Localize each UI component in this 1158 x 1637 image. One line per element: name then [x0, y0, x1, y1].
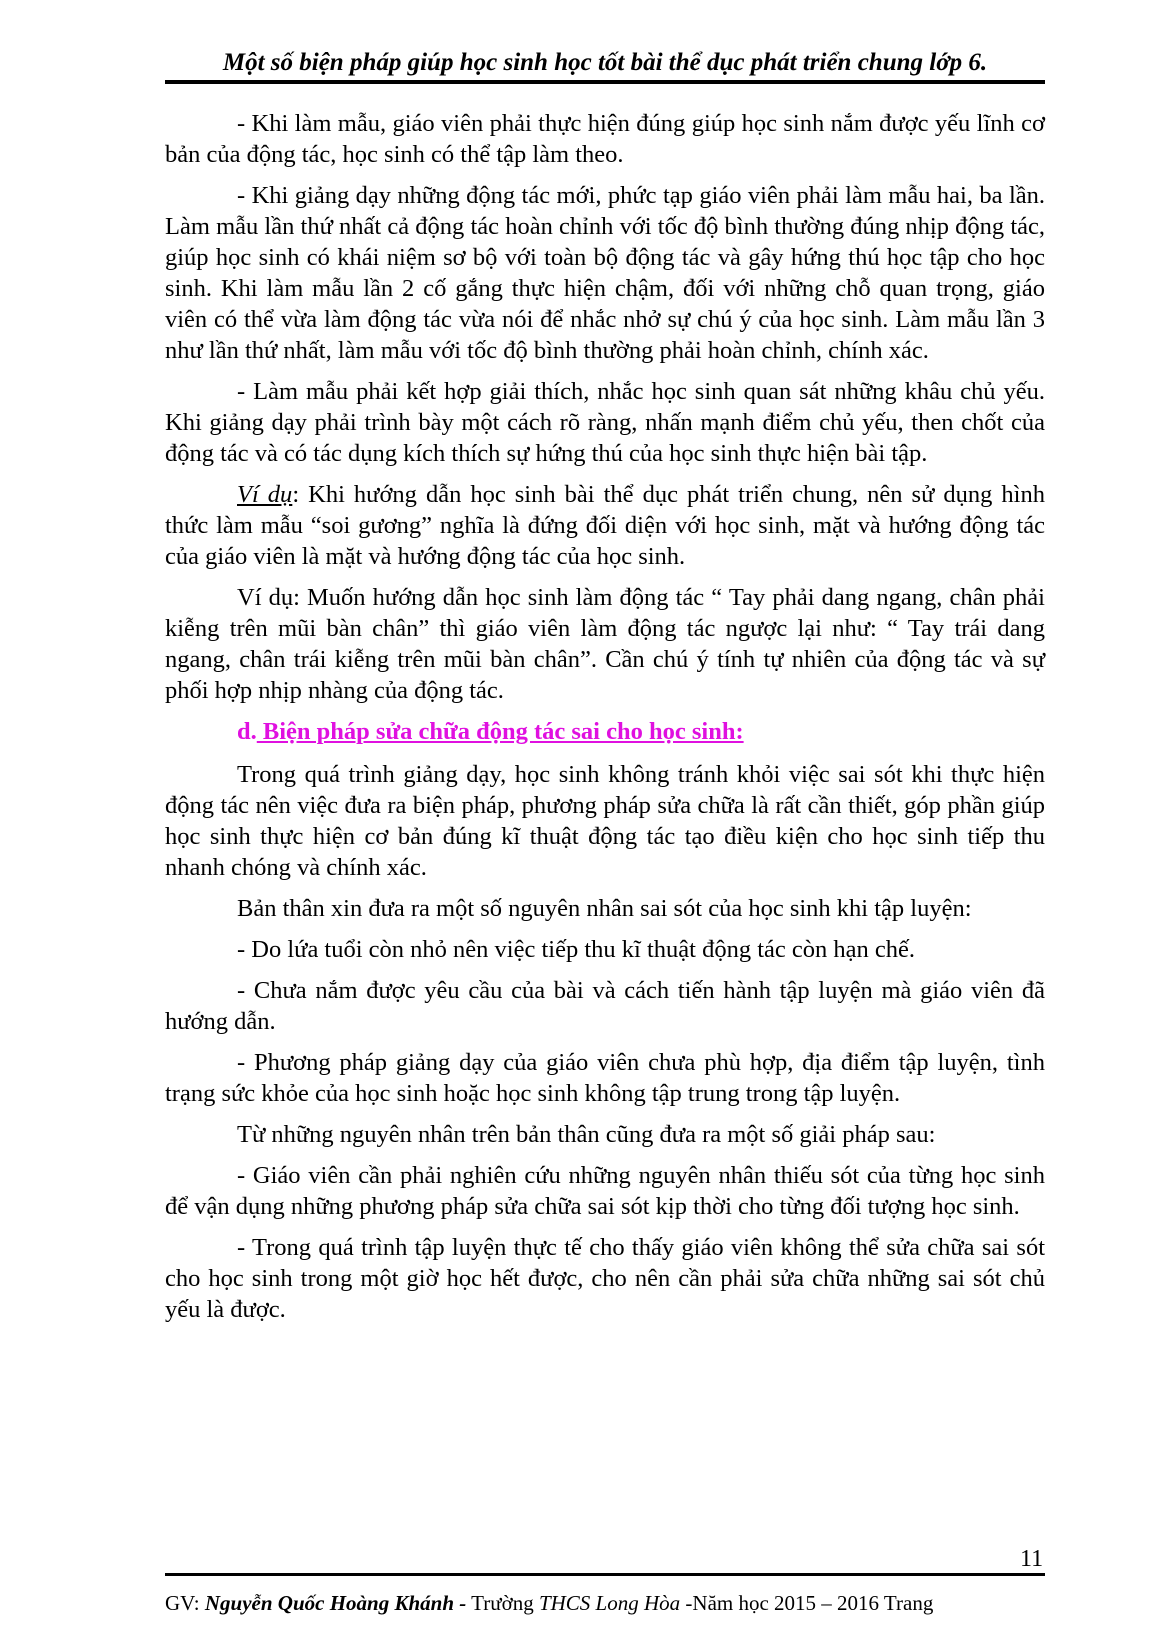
- paragraph-8: - Do lứa tuổi còn nhỏ nên việc tiếp thu kĩ thuật động tác còn hạn chế.: [237, 936, 915, 963]
- paragraph-example-2: Ví dụ: Muốn hướng dẫn học sinh làm động tác “ Tay phải dang ngang, chân phải kiễng trên mũi bàn chân” thì giáo viên làm động tác ngược lại như: “ Tay trái dang ngang, chân trái kiễng trên mũi bàn chân”. Cần chú ý tính tự nhiên của động tác và sự phối hợp nhịp nhàng của động tác.: [165, 584, 1045, 704]
- paragraph-10: - Phương pháp giảng dạy của giáo viên chưa phù hợp, địa điểm tập luyện, tình trạng sức khỏe của học sinh hoặc học sinh không tập trung trong tập luyện.: [165, 1049, 1045, 1107]
- footer-teacher-name: Nguyễn Quốc Hoàng Khánh -: [204, 1591, 467, 1615]
- document-body: [165, 108, 1045, 1335]
- footer-prefix: GV:: [165, 1591, 205, 1615]
- document-header-title: Một số biện pháp giúp học sinh học tốt bài thể dục phát triển chung lớp 6.: [222, 49, 988, 76]
- paragraph-example-1: [165, 479, 1045, 572]
- section-heading-text: Biện pháp sửa chữa động tác sai cho học sinh:: [256, 718, 744, 745]
- paragraph-7: Bản thân xin đưa ra một số nguyên nhân sai sót của học sinh khi tập luyện:: [237, 895, 972, 922]
- footer-school-name: THCS Long Hòa: [538, 1591, 681, 1615]
- example-label: Ví dụ: [237, 481, 293, 508]
- paragraph-13: - Trong quá trình tập luyện thực tế cho thấy giáo viên không thể sửa chữa sai sót cho học sinh trong một giờ học hết được, cho nên cần phải sửa chữa những sai sót chủ yếu là được.: [165, 1234, 1045, 1323]
- paragraph-3: - Làm mẫu phải kết hợp giải thích, nhắc học sinh quan sát những khâu chủ yếu. Khi giảng dạy phải trình bày một cách rõ ràng, nhấn mạnh điểm chủ yếu, then chốt của động tác và có tác dụng kích thích sự hứng thú của học sinh thực hiện bài tập.: [165, 378, 1045, 467]
- section-heading-letter: d.: [237, 718, 257, 745]
- paragraph-9: - Chưa nắm được yêu cầu của bài và cách tiến hành tập luyện mà giáo viên đã hướng dẫn.: [165, 977, 1045, 1035]
- paragraph-2: - Khi giảng dạy những động tác mới, phức tạp giáo viên phải làm mẫu hai, ba lần. Làm mẫu lần thứ nhất cả động tác hoàn chỉnh với tốc độ bình thường đúng nhịp động tác, giúp học sinh có khái niệm sơ bộ với toàn bộ động tác và gây hứng thú học tập cho học sinh. Khi làm mẫu lần 2 cố gắng thực hiện chậm, đối với những chỗ quan trọng, giáo viên có thể vừa làm động tác vừa nói để nhắc nhở sự chú ý của học sinh. Làm mẫu lần 3 như lần thứ nhất, làm mẫu với tốc độ bình thường phải hoàn chỉnh, chính xác.: [165, 182, 1045, 364]
- example-text: : Khi hướng dẫn học sinh bài thể dục phát triển chung, nên sử dụng hình thức làm mẫu “soi gương” nghĩa là đứng đối diện với học sinh, mặt và hướng động tác của giáo viên là mặt và hướng động tác của học sinh.: [165, 481, 1045, 570]
- header-divider: [165, 80, 1045, 84]
- paragraph-1: - Khi làm mẫu, giáo viên phải thực hiện đúng giúp học sinh nắm được yếu lĩnh cơ bản của động tác, học sinh có thể tập làm theo.: [165, 110, 1045, 168]
- paragraph-11: Từ những nguyên nhân trên bản thân cũng đưa ra một số giải pháp sau:: [237, 1121, 936, 1148]
- footer-year-text: -Năm học 2015 – 2016 Trang: [680, 1591, 934, 1615]
- paragraph-6: Trong quá trình giảng dạy, học sinh không tránh khỏi việc sai sót khi thực hiện động tác nên việc đưa ra biện pháp, phương pháp sửa chữa là rất cần thiết, góp phần giúp học sinh thực hiện cơ bản đúng kĩ thuật động tác tạo điều kiện cho học sinh tiếp thu nhanh chóng và chính xác.: [165, 761, 1045, 881]
- page-number: 11: [1020, 1546, 1044, 1572]
- document-footer: [165, 1590, 933, 1616]
- section-heading: [165, 716, 1045, 747]
- footer-school-prefix: Trường: [466, 1591, 539, 1615]
- paragraph-12: - Giáo viên cần phải nghiên cứu những nguyên nhân thiếu sót của từng học sinh để vận dụng những phương pháp sửa chữa sai sót kịp thời cho từng đối tượng học sinh.: [165, 1162, 1045, 1220]
- footer-divider: [165, 1573, 1045, 1576]
